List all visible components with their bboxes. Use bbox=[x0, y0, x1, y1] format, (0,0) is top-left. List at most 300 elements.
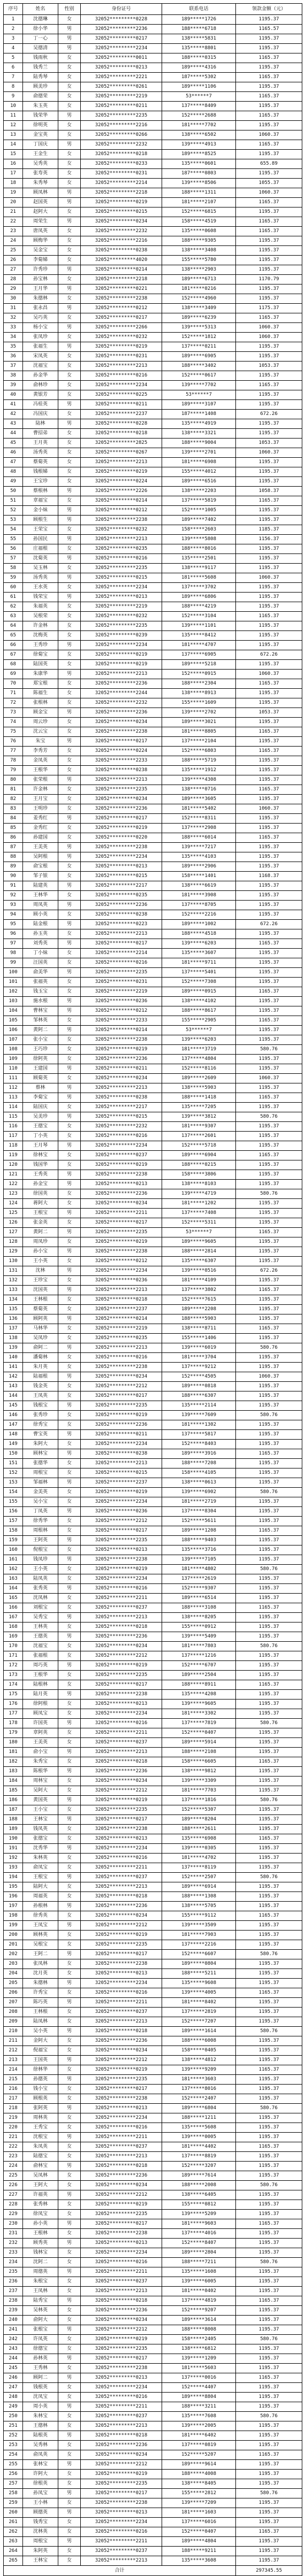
cell-id-number: 32052*********0213 bbox=[81, 63, 162, 73]
cell-id-number: 32052*********2211 bbox=[81, 2267, 162, 2277]
cell-index: 199 bbox=[4, 1921, 23, 1931]
cell-phone: 138*****2203 bbox=[162, 487, 236, 496]
cell-name: 陆秀宝 bbox=[23, 2296, 58, 2306]
cell-id-number: 32052*********2216 bbox=[81, 121, 162, 130]
cell-gender: 女 bbox=[58, 2470, 81, 2479]
cell-amount: 1195.37 bbox=[236, 824, 302, 833]
cell-phone: 137*****4016 bbox=[162, 2229, 236, 2239]
cell-gender: 女 bbox=[58, 660, 81, 670]
cell-phone: 189*****9614 bbox=[162, 2460, 236, 2470]
cell-phone: 152*****7308 bbox=[162, 978, 236, 987]
cell-phone: 139*****4308 bbox=[162, 775, 236, 785]
table-row bbox=[4, 554, 302, 564]
cell-index: 122 bbox=[4, 1180, 23, 1189]
cell-name: 钱根宝 bbox=[23, 1401, 58, 1411]
cell-gender: 女 bbox=[58, 2441, 81, 2450]
cell-gender: 女 bbox=[58, 477, 81, 487]
cell-index: 207 bbox=[4, 1998, 23, 2008]
cell-phone: 137*****9212 bbox=[162, 1363, 236, 1372]
cell-index: 136 bbox=[4, 1314, 23, 1324]
cell-amount: 1195.37 bbox=[236, 1825, 302, 1834]
table-row bbox=[4, 910, 302, 920]
cell-id-number: 32052*********0218 bbox=[81, 150, 162, 159]
cell-index: 197 bbox=[4, 1902, 23, 1911]
cell-gender: 男 bbox=[58, 2056, 81, 2065]
cell-phone: 189*****6904 bbox=[162, 1151, 236, 1160]
cell-gender: 女 bbox=[58, 102, 81, 111]
cell-index: 260 bbox=[4, 2508, 23, 2518]
cell-amount: 1195.37 bbox=[236, 1892, 302, 1902]
cell-phone: 139*****2702 bbox=[162, 708, 236, 718]
table-row bbox=[4, 2518, 302, 2527]
table-row bbox=[4, 949, 302, 958]
cell-amount: 1195.37 bbox=[236, 1545, 302, 1555]
cell-amount: 580.76 bbox=[236, 2181, 302, 2190]
cell-index: 233 bbox=[4, 2248, 23, 2258]
cell-index: 39 bbox=[4, 381, 23, 390]
cell-phone: 188*****3402 bbox=[162, 362, 236, 371]
cell-id-number: 32052*********2238 bbox=[81, 1247, 162, 1257]
table-row bbox=[4, 2162, 302, 2171]
cell-id-number: 32052*********0215 bbox=[81, 207, 162, 217]
cell-index: 13 bbox=[4, 130, 23, 140]
cell-amount: 1195.37 bbox=[236, 1748, 302, 1757]
cell-name: 俞美华 bbox=[23, 968, 58, 978]
cell-phone: 189*****4316 bbox=[162, 63, 236, 73]
cell-id-number: 32052*********2211 bbox=[81, 2537, 162, 2547]
cell-name: 吴秀英 bbox=[23, 159, 58, 169]
cell-amount: 672.26 bbox=[236, 650, 302, 660]
cell-gender: 女 bbox=[58, 1488, 81, 1497]
table-row bbox=[4, 2421, 302, 2431]
cell-id-number: 32052*********2236 bbox=[81, 901, 162, 910]
cell-phone: 53******7 bbox=[162, 92, 236, 102]
cell-gender: 女 bbox=[58, 2383, 81, 2393]
cell-index: 73 bbox=[4, 708, 23, 718]
cell-name: 王明珍 bbox=[23, 804, 58, 814]
cell-amount: 1195.37 bbox=[236, 2171, 302, 2181]
cell-gender: 女 bbox=[58, 544, 81, 554]
table-row bbox=[4, 2239, 302, 2248]
cell-amount: 1195.37 bbox=[236, 121, 302, 130]
cell-gender: 女 bbox=[58, 1257, 81, 1266]
cell-gender: 女 bbox=[58, 390, 81, 400]
cell-gender: 男 bbox=[58, 2267, 81, 2277]
cell-name: 沈凤宝 bbox=[23, 2393, 58, 2402]
cell-phone: 188*****4518 bbox=[162, 929, 236, 939]
cell-phone: 181*****5402 bbox=[162, 804, 236, 814]
cell-gender: 女 bbox=[58, 2181, 81, 2190]
cell-amount: 1195.37 bbox=[236, 2421, 302, 2431]
cell-gender: 男 bbox=[58, 1343, 81, 1353]
table-row bbox=[4, 1372, 302, 1382]
cell-amount: 1195.37 bbox=[236, 236, 302, 246]
cell-name: 冯国庆 bbox=[23, 410, 58, 419]
cell-id-number: 32052*********0237 bbox=[81, 1738, 162, 1748]
cell-id-number: 32052*********2238 bbox=[81, 2498, 162, 2508]
cell-index: 126 bbox=[4, 1218, 23, 1228]
cell-index: 144 bbox=[4, 1391, 23, 1401]
cell-id-number: 32052*********0235 bbox=[81, 1334, 162, 1343]
header-gender: 性别 bbox=[58, 4, 81, 15]
table-row bbox=[4, 1180, 302, 1189]
cell-index: 141 bbox=[4, 1363, 23, 1372]
cell-name: 沈菊英 bbox=[23, 554, 58, 564]
cell-name: 周荣生 bbox=[23, 217, 58, 227]
cell-id-number: 32052*********0216 bbox=[81, 2527, 162, 2537]
cell-amount: 1195.37 bbox=[236, 1468, 302, 1478]
cell-amount: 1060.37 bbox=[236, 188, 302, 198]
cell-gender: 女 bbox=[58, 1160, 81, 1170]
cell-amount: 580.76 bbox=[236, 1411, 302, 1420]
cell-id-number: 32052*********2235 bbox=[81, 2210, 162, 2219]
cell-id-number: 32052*********0219 bbox=[81, 1160, 162, 1170]
cell-index: 49 bbox=[4, 477, 23, 487]
cell-id-number: 32052*********0219 bbox=[81, 824, 162, 833]
cell-gender: 女 bbox=[58, 2479, 81, 2489]
table-row bbox=[4, 1391, 302, 1401]
cell-id-number: 32052*********0234 bbox=[81, 1199, 162, 1209]
cell-index: 190 bbox=[4, 1834, 23, 1844]
cell-gender: 男 bbox=[58, 2460, 81, 2470]
cell-name: 孙根林 bbox=[23, 1902, 58, 1911]
cell-phone: 138*****8711 bbox=[162, 1324, 236, 1334]
cell-index: 138 bbox=[4, 1334, 23, 1343]
cell-name: 张荣根 bbox=[23, 775, 58, 785]
cell-amount: 1165.37 bbox=[236, 2142, 302, 2152]
cell-name: 陆秀琴 bbox=[23, 73, 58, 82]
cell-index: 10 bbox=[4, 102, 23, 111]
cell-index: 216 bbox=[4, 2085, 23, 2094]
table-row bbox=[4, 939, 302, 949]
cell-amount: 1195.37 bbox=[236, 1170, 302, 1180]
cell-amount: 1195.37 bbox=[236, 1584, 302, 1594]
cell-phone: 189*****8204 bbox=[162, 1815, 236, 1825]
cell-phone: 181*****3704 bbox=[162, 1353, 236, 1363]
cell-gender: 女 bbox=[58, 2123, 81, 2133]
cell-id-number: 32052*********2218 bbox=[81, 188, 162, 198]
cell-index: 51 bbox=[4, 496, 23, 506]
cell-id-number: 32052*********2235 bbox=[81, 111, 162, 121]
cell-name: 孙国民 bbox=[23, 535, 58, 544]
cell-gender: 女 bbox=[58, 1334, 81, 1343]
cell-phone: 189*****6804 bbox=[162, 2104, 236, 2113]
cell-amount: 1195.37 bbox=[236, 1786, 302, 1796]
cell-gender: 男 bbox=[58, 2162, 81, 2171]
cell-id-number: 32052*********0224 bbox=[81, 477, 162, 487]
cell-phone: 137*****5401 bbox=[162, 968, 236, 978]
cell-amount: 1195.37 bbox=[236, 1979, 302, 1988]
cell-index: 202 bbox=[4, 1950, 23, 1959]
cell-index: 154 bbox=[4, 1488, 23, 1497]
cell-id-number: 32052*********0215 bbox=[81, 1112, 162, 1122]
cell-phone: 152*****9207 bbox=[162, 2306, 236, 2316]
cell-phone: 53******7 bbox=[162, 1026, 236, 1035]
cell-phone: 181*****0216 bbox=[162, 284, 236, 294]
cell-phone: 135*****8412 bbox=[162, 631, 236, 641]
cell-name: 陆凤英 bbox=[23, 1574, 58, 1584]
cell-amount: 1195.37 bbox=[236, 1391, 302, 1401]
table-row bbox=[4, 535, 302, 544]
cell-id-number: 32052*********0233 bbox=[81, 159, 162, 169]
cell-name: 丁国庆 bbox=[23, 140, 58, 150]
cell-name: 顾梅华 bbox=[23, 236, 58, 246]
cell-gender: 男 bbox=[58, 1112, 81, 1122]
cell-gender: 男 bbox=[58, 1064, 81, 1074]
cell-index: 187 bbox=[4, 1805, 23, 1815]
cell-amount: 580.76 bbox=[236, 1343, 302, 1353]
table-row bbox=[4, 2133, 302, 2142]
cell-amount: 1195.37 bbox=[236, 1083, 302, 1093]
cell-phone: 158*****4519 bbox=[162, 217, 236, 227]
table-row bbox=[4, 1266, 302, 1276]
cell-amount: 1165.37 bbox=[236, 381, 302, 390]
cell-amount: 1195.37 bbox=[236, 2094, 302, 2104]
cell-index: 217 bbox=[4, 2094, 23, 2104]
cell-index: 161 bbox=[4, 1555, 23, 1565]
cell-id-number: 32052*********0234 bbox=[81, 217, 162, 227]
cell-phone: 152*****0407 bbox=[162, 1728, 236, 1738]
cell-name: 倪根宝 bbox=[23, 1545, 58, 1555]
cell-phone: 137*****8304 bbox=[162, 1507, 236, 1517]
cell-name: 徐阿英 bbox=[23, 1055, 58, 1064]
table-row bbox=[4, 698, 302, 708]
cell-index: 246 bbox=[4, 2373, 23, 2383]
cell-gender: 女 bbox=[58, 275, 81, 284]
cell-index: 26 bbox=[4, 256, 23, 265]
table-row bbox=[4, 207, 302, 217]
cell-id-number: 32052*********2212 bbox=[81, 2056, 162, 2065]
cell-index: 76 bbox=[4, 737, 23, 747]
cell-index: 74 bbox=[4, 718, 23, 727]
cell-phone: 189*****6514 bbox=[162, 1594, 236, 1603]
cell-gender: 男 bbox=[58, 1372, 81, 1382]
cell-name: 周根林 bbox=[23, 1526, 58, 1536]
cell-phone: 139*****8506 bbox=[162, 179, 236, 188]
cell-gender: 男 bbox=[58, 2537, 81, 2547]
cell-phone: 139*****7609 bbox=[162, 1411, 236, 1420]
table-row bbox=[4, 525, 302, 535]
cell-name: 金美英 bbox=[23, 1488, 58, 1497]
cell-index: 251 bbox=[4, 2421, 23, 2431]
cell-amount: 1195.37 bbox=[236, 2498, 302, 2508]
cell-gender: 女 bbox=[58, 2085, 81, 2094]
cell-amount: 1195.37 bbox=[236, 1536, 302, 1545]
cell-amount: 1195.37 bbox=[236, 284, 302, 294]
cell-name: 王林英 bbox=[23, 1623, 58, 1632]
cell-gender: 女 bbox=[58, 1276, 81, 1286]
cell-phone: 135*****3716 bbox=[162, 1545, 236, 1555]
table-row bbox=[4, 901, 302, 910]
cell-gender: 女 bbox=[58, 1545, 81, 1555]
cell-amount: 580.76 bbox=[236, 1873, 302, 1882]
cell-id-number: 32052*********0216 bbox=[81, 1719, 162, 1728]
table-row bbox=[4, 1247, 302, 1257]
cell-index: 4 bbox=[4, 44, 23, 53]
table-row bbox=[4, 1882, 302, 1892]
cell-index: 170 bbox=[4, 1642, 23, 1651]
table-row bbox=[4, 2210, 302, 2219]
cell-gender: 女 bbox=[58, 448, 81, 458]
cell-id-number: 32052*********2213 bbox=[81, 1882, 162, 1892]
table-row bbox=[4, 1401, 302, 1411]
cell-id-number: 32052*********2213 bbox=[81, 1083, 162, 1093]
cell-name: 丁凤英 bbox=[23, 1507, 58, 1517]
cell-amount: 1195.37 bbox=[236, 2248, 302, 2258]
cell-index: 106 bbox=[4, 1026, 23, 1035]
table-row bbox=[4, 1411, 302, 1420]
cell-index: 129 bbox=[4, 1247, 23, 1257]
table-row bbox=[4, 1449, 302, 1459]
cell-gender: 女 bbox=[58, 1391, 81, 1401]
cell-phone: 189*****5218 bbox=[162, 660, 236, 670]
cell-id-number: 32052*********2217 bbox=[81, 881, 162, 891]
cell-phone: 152*****5307 bbox=[162, 1805, 236, 1815]
cell-phone: 137*****5819 bbox=[162, 496, 236, 506]
table-row bbox=[4, 1074, 302, 1083]
cell-gender: 男 bbox=[58, 1613, 81, 1623]
cell-phone: 135*****1912 bbox=[162, 766, 236, 775]
cell-gender: 女 bbox=[58, 1757, 81, 1767]
cell-id-number: 32052*********0237 bbox=[81, 1151, 162, 1160]
cell-phone: 137*****2216 bbox=[162, 1940, 236, 1950]
cell-gender: 女 bbox=[58, 2094, 81, 2104]
table-row bbox=[4, 198, 302, 207]
cell-name: 钱根英 bbox=[23, 2383, 58, 2393]
table-row bbox=[4, 1815, 302, 1825]
cell-name: 朱秀琴 bbox=[23, 179, 58, 188]
cell-name: 顾德英 bbox=[23, 2508, 58, 2518]
cell-id-number: 32052*********0217 bbox=[81, 2489, 162, 2498]
cell-index: 53 bbox=[4, 516, 23, 525]
cell-index: 200 bbox=[4, 1931, 23, 1940]
cell-gender: 女 bbox=[58, 1931, 81, 1940]
cell-index: 112 bbox=[4, 1083, 23, 1093]
cell-index: 159 bbox=[4, 1536, 23, 1545]
cell-gender: 男 bbox=[58, 400, 81, 410]
cell-phone: 138*****3321 bbox=[162, 429, 236, 439]
cell-phone: 137*****1216 bbox=[162, 1651, 236, 1661]
cell-gender: 男 bbox=[58, 881, 81, 891]
cell-phone: 139*****9605 bbox=[162, 1700, 236, 1709]
table-row bbox=[4, 1295, 302, 1305]
table-row bbox=[4, 1199, 302, 1209]
cell-phone: 188*****8617 bbox=[162, 1006, 236, 1016]
cell-gender: 女 bbox=[58, 1497, 81, 1507]
cell-index: 173 bbox=[4, 1671, 23, 1680]
cell-index: 130 bbox=[4, 1257, 23, 1266]
cell-gender: 男 bbox=[58, 2190, 81, 2200]
cell-phone: 139*****1101 bbox=[162, 621, 236, 631]
cell-amount: 1195.37 bbox=[236, 1122, 302, 1132]
cell-id-number: 32052*********0216 bbox=[81, 1854, 162, 1863]
cell-id-number: 32052*********0261 bbox=[81, 82, 162, 92]
cell-id-number: 32052*********0213 bbox=[81, 1180, 162, 1189]
cell-index: 194 bbox=[4, 1873, 23, 1882]
cell-amount: 1195.37 bbox=[236, 593, 302, 602]
cell-name: 曹招弟 bbox=[23, 429, 58, 439]
table-row bbox=[4, 2113, 302, 2123]
cell-phone: 138*****4102 bbox=[162, 997, 236, 1006]
cell-gender: 男 bbox=[58, 593, 81, 602]
cell-amount: 1195.37 bbox=[236, 2287, 302, 2296]
cell-index: 165 bbox=[4, 1594, 23, 1603]
table-row bbox=[4, 1988, 302, 1998]
cell-gender: 男 bbox=[58, 1748, 81, 1757]
cell-amount: 580.76 bbox=[236, 2258, 302, 2267]
cell-name: 沈根宝 bbox=[23, 2133, 58, 2142]
table-row bbox=[4, 102, 302, 111]
cell-name: 吴美珍 bbox=[23, 1112, 58, 1122]
table-row bbox=[4, 179, 302, 188]
cell-phone: 188*****2611 bbox=[162, 1825, 236, 1834]
cell-amount: 1195.37 bbox=[236, 2518, 302, 2527]
cell-name: 许凤英 bbox=[23, 2335, 58, 2344]
cell-gender: 女 bbox=[58, 2450, 81, 2460]
cell-phone: 138*****9812 bbox=[162, 1767, 236, 1777]
table-row bbox=[4, 747, 302, 756]
cell-name: 施水根 bbox=[23, 997, 58, 1006]
cell-phone: 189*****6516 bbox=[162, 477, 236, 487]
cell-phone: 189*****7614 bbox=[162, 2171, 236, 2181]
table-row bbox=[4, 958, 302, 968]
table-row bbox=[4, 775, 302, 785]
cell-amount: 1060.37 bbox=[236, 670, 302, 679]
cell-gender: 男 bbox=[58, 1401, 81, 1411]
cell-amount: 1165.37 bbox=[236, 1603, 302, 1613]
table-row bbox=[4, 1170, 302, 1180]
cell-amount: 580.76 bbox=[236, 1189, 302, 1199]
cell-index: 56 bbox=[4, 544, 23, 554]
cell-index: 2 bbox=[4, 25, 23, 34]
cell-amount: 1195.37 bbox=[236, 1459, 302, 1468]
cell-index: 118 bbox=[4, 1141, 23, 1151]
cell-id-number: 32052*********2212 bbox=[81, 2325, 162, 2335]
cell-amount: 1060.37 bbox=[236, 1074, 302, 1083]
cell-phone: 189*****1726 bbox=[162, 15, 236, 25]
cell-gender: 女 bbox=[58, 458, 81, 467]
cell-phone: 188*****5903 bbox=[162, 1314, 236, 1324]
cell-phone: 152*****8116 bbox=[162, 1064, 236, 1074]
cell-name: 许金林 bbox=[23, 621, 58, 631]
cell-id-number: 32052*********0234 bbox=[81, 2450, 162, 2460]
cell-phone: 189*****0818 bbox=[162, 1382, 236, 1391]
cell-name: 王月宝 bbox=[23, 795, 58, 804]
cell-phone: 135*****4919 bbox=[162, 419, 236, 429]
cell-name: 沈福宝 bbox=[23, 362, 58, 371]
cell-index: 133 bbox=[4, 1286, 23, 1295]
cell-gender: 女 bbox=[58, 1122, 81, 1132]
cell-gender: 女 bbox=[58, 747, 81, 756]
table-row bbox=[4, 1103, 302, 1112]
cell-gender: 女 bbox=[58, 650, 81, 660]
cell-phone: 152*****5718 bbox=[162, 1141, 236, 1151]
cell-id-number: 32052*********2234 bbox=[81, 1440, 162, 1449]
cell-index: 35 bbox=[4, 342, 23, 352]
cell-name: 徐阿根 bbox=[23, 1700, 58, 1709]
table-row bbox=[4, 1517, 302, 1526]
table-row bbox=[4, 1623, 302, 1632]
table-row bbox=[4, 1748, 302, 1757]
table-row bbox=[4, 1892, 302, 1902]
cell-name: 朱根宝 bbox=[23, 2277, 58, 2287]
cell-name: 王小林 bbox=[23, 2498, 58, 2508]
cell-gender: 女 bbox=[58, 872, 81, 881]
cell-phone: 135*****9608 bbox=[162, 1979, 236, 1988]
cell-id-number: 32052*********0219 bbox=[81, 467, 162, 477]
cell-name: 许秀宝 bbox=[23, 1988, 58, 1998]
cell-id-number: 32052*********2212 bbox=[81, 1382, 162, 1391]
